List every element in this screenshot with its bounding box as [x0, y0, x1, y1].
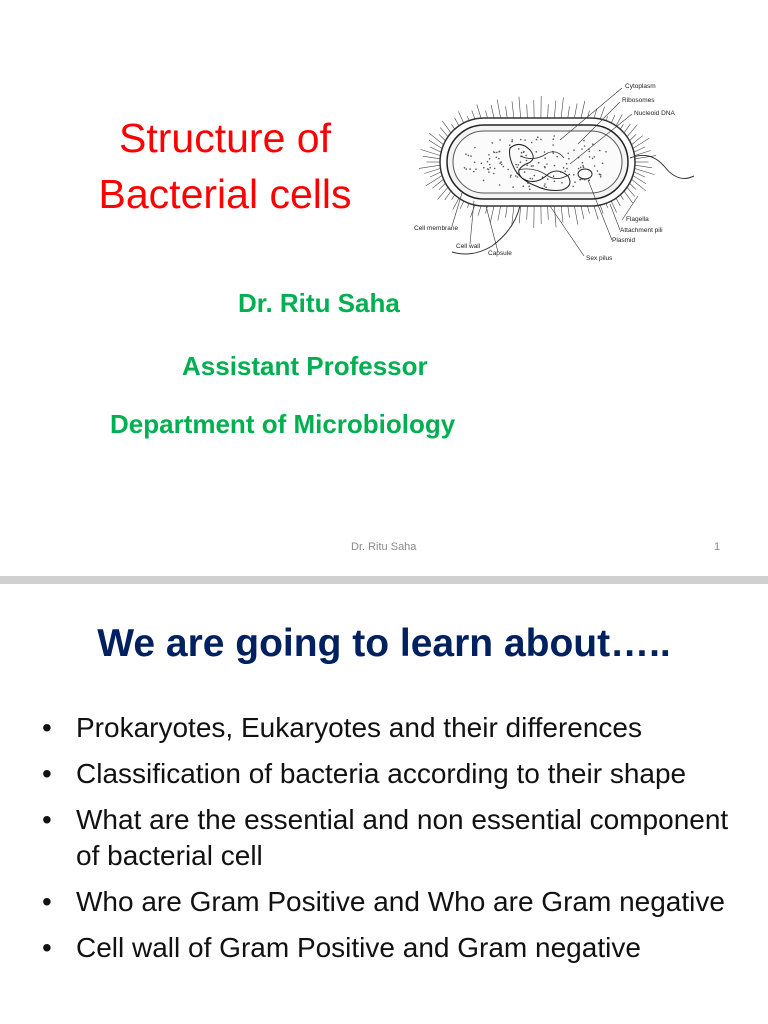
ribosome-dot [582, 165, 584, 167]
ribosome-dot [469, 168, 471, 170]
ribosome-dot [501, 164, 503, 166]
ribosome-dot [475, 168, 477, 170]
title-line-1: Structure of [119, 115, 331, 161]
ribosome-dot [540, 139, 542, 141]
ribosome-dot [515, 175, 517, 177]
ribosome-dot [563, 167, 565, 169]
ribosome-dot [493, 151, 495, 153]
ribosome-dot [554, 165, 556, 167]
label-attachment-pili: Attachment pili [620, 227, 663, 234]
slide-number: 1 [714, 541, 721, 553]
ribosome-dot [474, 147, 476, 149]
ribosome-dot [537, 136, 539, 138]
ribosome-dot [488, 171, 490, 173]
author-department: Department of Microbiology [110, 409, 456, 439]
ribosome-dot [483, 167, 485, 169]
ribosome-dot [523, 151, 525, 153]
ribosome-dot [561, 182, 563, 184]
ribosome-dot [594, 165, 596, 167]
ribosome-dot [494, 168, 496, 170]
slide-title [60, 110, 390, 222]
ribosome-dot [572, 186, 574, 188]
ribosome-dot [512, 186, 514, 188]
ribosome-dot [589, 179, 591, 181]
ribosome-dot [532, 165, 534, 167]
ribosome-dot [521, 152, 523, 154]
ribosome-dot [583, 140, 585, 142]
ribosome-dot [503, 166, 505, 168]
ribosome-dot [584, 145, 586, 147]
cell-membrane-outline [453, 131, 622, 193]
ribosome-dot [573, 149, 575, 151]
ribosome-dot [524, 139, 526, 141]
fimbria-line [527, 104, 528, 118]
ribosome-dot [564, 170, 566, 172]
ribosome-dot [488, 169, 490, 171]
ribosome-dot [489, 164, 491, 166]
bullet-item [42, 756, 742, 792]
ribosome-dot [553, 135, 555, 137]
bullet-dot-icon: • [42, 758, 52, 789]
ribosome-dot [529, 188, 531, 190]
ribosome-dot [524, 171, 526, 173]
fimbria-line [527, 206, 528, 220]
ribosome-dot [525, 155, 527, 157]
ribosome-dot [600, 176, 602, 178]
ribosome-dot [529, 178, 531, 180]
bullet-text: What are the essential and non essential component of bacterial cell [76, 804, 729, 871]
outline-bullet-list [42, 710, 742, 976]
ribosome-dot [528, 186, 530, 188]
ribosome-dot [496, 152, 498, 154]
footer-author: Dr. Ritu Saha [351, 541, 417, 553]
bullet-item [42, 710, 742, 746]
ribosome-dot [509, 144, 511, 146]
ribosome-dot [489, 158, 491, 160]
ribosome-dot [544, 151, 546, 153]
label-cell-membrane: Cell membrane [414, 225, 459, 232]
fimbria-line [512, 101, 514, 119]
ribosome-dot [553, 175, 555, 177]
ribosome-dot [567, 153, 569, 155]
ribosome-dot [578, 168, 580, 170]
outline-slide [0, 584, 768, 1024]
ribosome-dot [517, 176, 519, 178]
ribosome-dot [546, 163, 548, 165]
fimbria-line [554, 205, 556, 227]
ribosome-dot [518, 164, 520, 166]
fimbria-line [561, 97, 563, 119]
ribosome-dot [465, 153, 467, 155]
ribosome-dot [492, 142, 494, 144]
ribosome-dot [487, 161, 489, 163]
ribosome-dot [605, 151, 607, 153]
ribosome-dot [498, 151, 500, 153]
fimbria-line [561, 205, 563, 223]
bullet-text: Classification of bacteria according to their shape [76, 758, 687, 789]
ribosome-dot [602, 163, 604, 165]
ribosome-dot [568, 158, 570, 160]
fimbria-line [634, 165, 652, 168]
ribosome-dot [499, 184, 501, 186]
ribosome-dot [526, 160, 528, 162]
ribosome-dot [553, 138, 555, 140]
ribosome-dot [599, 150, 601, 152]
bacterial-cell-diagram [400, 78, 700, 268]
ribosome-dot [465, 168, 467, 170]
ribosome-dot [531, 165, 533, 167]
ribosome-dot [544, 183, 546, 185]
bullet-text: Cell wall of Gram Positive and Gram negative [76, 932, 641, 963]
bullet-item [42, 930, 742, 966]
ribosome-dot [566, 163, 568, 165]
label-sex-pilus: Sex pilus [586, 255, 613, 262]
ribosome-dot [464, 167, 466, 169]
ribosome-dot [512, 139, 514, 141]
ribosome-dot [470, 155, 472, 157]
ribosome-dot [499, 163, 501, 165]
bullet-dot-icon: • [42, 932, 52, 963]
fimbria-line [634, 168, 655, 175]
bullet-dot-icon: • [42, 804, 52, 835]
ribosome-dot [468, 155, 470, 157]
ribosome-dot [547, 178, 549, 180]
ribosome-dot [589, 151, 591, 153]
ribosome-dot [592, 143, 594, 145]
label-nucleoid: Nucleoid DNA [634, 110, 675, 117]
ribosome-dot [474, 162, 476, 164]
ribosome-dot [488, 154, 490, 156]
fimbria-line [423, 156, 441, 159]
ribosome-dot [579, 179, 581, 181]
ribosome-dot [532, 178, 534, 180]
ribosome-dot [520, 139, 522, 141]
ribosome-dot [538, 162, 540, 164]
bullet-item [42, 884, 742, 920]
ribosome-dot [594, 156, 596, 158]
ribosome-dot [583, 167, 585, 169]
ribosome-dot [544, 166, 546, 168]
outline-title: We are going to learn about….. [97, 622, 671, 665]
bullet-text: Who are Gram Positive and Who are Gram negative [76, 886, 725, 917]
ribosome-dot [493, 173, 495, 175]
ribosome-dot [581, 148, 583, 150]
ribosome-dot [510, 175, 512, 177]
ribosome-dot [515, 164, 517, 166]
bullet-text: Prokaryotes, Eukaryotes and their differences [76, 712, 643, 743]
fimbria-line [554, 101, 556, 119]
fimbria-line [548, 206, 549, 220]
bullet-dot-icon: • [42, 712, 52, 743]
ribosome-dot [566, 168, 568, 170]
ribosome-dot [496, 157, 498, 159]
ribosome-dot [556, 156, 558, 158]
fimbria-line [420, 149, 441, 156]
label-cell-wall: Cell wall [456, 243, 481, 250]
fimbria-line [548, 104, 549, 118]
ribosome-dot [553, 152, 555, 154]
bullet-item [42, 802, 742, 874]
ribosome-dot [516, 167, 518, 169]
ribosome-dot [483, 180, 485, 182]
ribosome-dot [580, 167, 582, 169]
ribosome-dot [511, 141, 513, 143]
ribosome-dot [592, 158, 594, 160]
label-ribosomes: Ribosomes [622, 97, 655, 104]
ribosome-dot [544, 157, 546, 159]
fimbria-line [419, 165, 441, 168]
label-flagella: Flagella [626, 216, 649, 223]
ribosome-dot [544, 185, 546, 187]
fimbria-line [519, 97, 521, 119]
ribosome-dot [523, 185, 525, 187]
bullet-dot-icon: • [42, 886, 52, 917]
ribosome-dot [473, 171, 475, 173]
label-cytoplasm: Cytoplasm [625, 83, 656, 90]
ribosome-dot [531, 142, 533, 144]
ribosome-dot [545, 187, 547, 189]
ribosome-dot [534, 175, 536, 177]
ribosome-dot [589, 156, 591, 158]
title-line-2: Bacterial cells [98, 171, 352, 217]
ribosome-dot [520, 161, 522, 163]
author-name: Dr. Ritu Saha [238, 288, 400, 318]
ribosome-dot [597, 170, 599, 172]
ribosome-dot [574, 181, 576, 183]
label-plasmid: Plasmid [612, 237, 636, 244]
author-role: Assistant Professor [182, 351, 428, 381]
label-capsule: Capsule [488, 250, 512, 257]
ribosome-dot [536, 151, 538, 153]
ribosome-dot [582, 162, 584, 164]
ribosome-dot [573, 174, 575, 176]
ribosome-dot [499, 139, 501, 141]
ribosome-dot [489, 167, 491, 169]
ribosome-dot [498, 158, 500, 160]
ribosome-dot [536, 139, 538, 141]
ribosome-dot [526, 164, 528, 166]
ribosome-dot [510, 176, 512, 178]
flagellum [630, 155, 694, 178]
ribosome-dot [481, 163, 483, 165]
ribosome-dot [518, 148, 520, 150]
ribosome-dot [552, 144, 554, 146]
ribosome-dot [599, 173, 601, 175]
ribosome-dot [554, 181, 556, 183]
ribosome-dot [507, 169, 509, 171]
